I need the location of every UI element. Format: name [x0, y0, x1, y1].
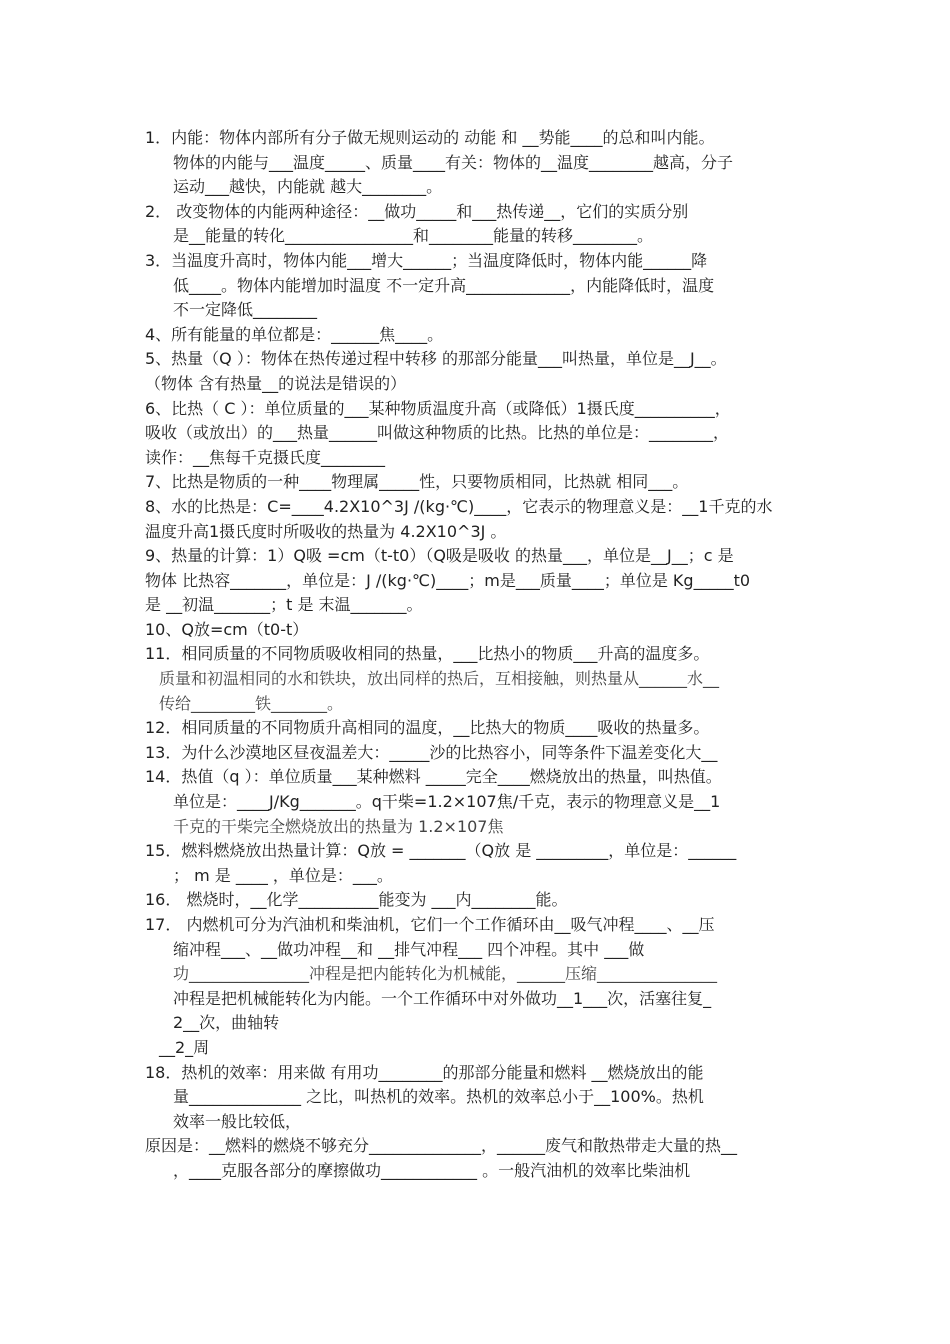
text-line: （物体 含有热量__的说法是错误的）: [145, 373, 407, 393]
text-line: 低____。物体内能增加时温度 不一定升高_____________，内能降低时，温度: [173, 275, 715, 295]
text-line: 不一定降低________: [173, 300, 318, 320]
text-line: 1．内能：物体内部所有分子做无规则运动的 动能 和 __势能____的总和叫内能。: [145, 128, 715, 147]
document-body: [145, 126, 813, 1184]
text-line: 传给________铁_______。: [159, 693, 344, 713]
text-line: 12．相同质量的不同物质升高相同的温度，__比热大的物质____吸收的热量多。: [145, 718, 710, 738]
text-line: ，____克服各部分的摩擦做功____________ 。一般汽油机的效率比柴油机: [173, 1160, 691, 1180]
text-line: 8、水的比热是：C=____4.2X10^3J /(kg·℃)____，它表示的物理意义是：__1千克的水: [145, 496, 773, 516]
text-line: 9、热量的计算：1）Q吸 =cm（t-t0）（Q吸是吸收 的热量___，单位是__J__；c 是: [145, 546, 734, 566]
text-line: 15．燃料燃烧放出热量计算：Q放 = _______（Q放 是 _________，单位是：______: [145, 841, 737, 861]
text-line: 14．热值（q ）：单位质量___某种燃料 _____完全____燃烧放出的热量，叫热值。: [145, 767, 722, 787]
text-line: 是 __初温_______；t 是 末温_______。: [145, 595, 423, 615]
text-line: 缩冲程___、__做功冲程__和 __排气冲程___ 四个冲程。其中 ___做: [173, 939, 645, 959]
text-line: 是__能量的转化________________和________能量的转移________。: [173, 226, 654, 246]
text-line: __2_周: [159, 1037, 210, 1057]
text-line: 千克的干柴完全燃烧放出的热量为 1.2×107焦: [173, 816, 504, 836]
text-line: 吸收（或放出）的___热量______叫做这种物质的比热。比热的单位是：________，: [145, 423, 730, 443]
text-line: 物体的内能与___温度_____、质量____有关：物体的__温度________越高，分子: [173, 152, 734, 172]
text-line: 4、所有能量的单位都是：______焦____。: [145, 324, 444, 344]
text-line: 物体 比热容_______，单位是：J /(kg·℃)____；m是___质量____；单位是 Kg_____t0: [145, 570, 751, 590]
text-line: 运动___越快，内能就 越大________。: [173, 177, 443, 197]
text-line: 2． 改变物体的内能两种途径：__做功_____和___热传递__，它们的实质分别: [145, 201, 689, 221]
text-line: ； m 是 ____ ，单位是：___。: [173, 865, 393, 885]
text-line: 10、Q放=cm（t0-t）: [145, 619, 309, 639]
text-line: 2__次，曲轴转: [173, 1013, 280, 1033]
text-line: 13．为什么沙漠地区昼夜温差大：_____沙的比热容小，同等条件下温差变化大__: [145, 742, 718, 762]
text-line: 功_______________冲程是把内能转化为机械能，______压缩_______________: [173, 964, 718, 984]
text-line: 17． 内燃机可分为汽油机和柴油机，它们一个工作循环由__吸气冲程____、__压: [145, 915, 715, 934]
text-line: 量______________ 之比，叫热机的效率。热机的效率总小于__100%。热机: [173, 1087, 704, 1107]
text-line: 7、比热是物质的一种____物理属_____性，只要物质相同，比热就 相同___。: [145, 472, 689, 492]
text-line: 效率一般比较低，: [173, 1111, 302, 1131]
text-line: 11．相同质量的不同物质吸收相同的热量，___比热小的物质___升高的温度多。: [145, 644, 710, 664]
text-line: 单位是：____J/Kg_______。q干柴=1.2×107焦/千克，表示的物理意义是__1: [173, 792, 721, 812]
text-line: 原因是：__燃料的燃烧不够充分______________，______废气和散热带走大量的热__: [145, 1136, 738, 1156]
text-line: 5、热量（Q ）：物体在热传递过程中转移 的那部分能量___叫热量，单位是__J__。: [145, 349, 727, 369]
text-line: 6、比热（ C ）：单位质量的___某种物质温度升高（或降低）1摄氏度__________，: [145, 398, 731, 418]
text-line: 18．热机的效率：用来做 有用功________的那部分能量和燃料 __燃烧放出的能: [145, 1062, 704, 1082]
text-line: 质量和初温相同的水和铁块，放出同样的热后，互相接触，则热量从______水__: [159, 669, 720, 689]
text-line: 16． 燃烧时，__化学__________能变为 ___内________能。: [145, 890, 568, 910]
text-line: 读作：__焦每千克摄氏度________: [145, 447, 386, 467]
text-line: 冲程是把机械能转化为内能。一个工作循环中对外做功__1___次，活塞往复_: [173, 988, 712, 1008]
text-line: 3．当温度升高时，物体内能___增大______；当温度降低时，物体内能______降: [145, 250, 708, 270]
text-line: 温度升高1摄氏度时所吸收的热量为 4.2X10^3J 。: [145, 521, 507, 541]
